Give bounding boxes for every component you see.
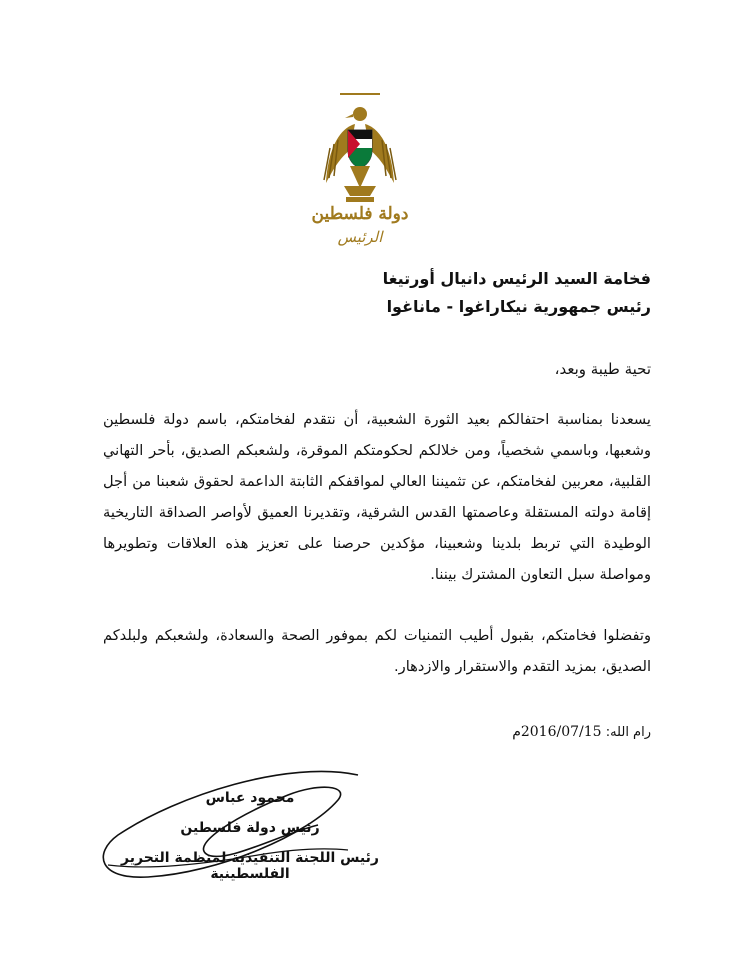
signatory-title-2: رئيس اللجنة التنفيذية لمنظمة التحرير الفلسطينية: [121, 850, 379, 882]
signatory-name: محمود عباس: [205, 790, 295, 806]
dateline-date: 2016/07/15م: [512, 724, 602, 740]
letterhead-country-name: دولة فلسطين: [311, 204, 409, 224]
letterhead-office-name: الرئيس: [337, 228, 383, 246]
greeting: تحية طيبة وبعد،: [554, 360, 651, 378]
body-paragraph-1: يسعدنا بمناسبة احتفالكم بعيد الثورة الشعبية، أن نتقدم لفخامتكم، باسم دولة فلسطين وشعبها، وباسمي شخصياً، ومن خلالكم لحكومتكم الموقرة، ولشعبكم الصديق، بأحر التهاني القلبية، معربين لفخامتكم، عن تثميننا العالي لمواقفكم الثابتة الداعمة لحقوق شعبنا من أجل إقامة دولته المستقلة وعاصمتها القدس الشرقية، وتقديرنا العميق لأواصر الصداقة التاريخية الوطيدة التي تربط بلدينا وشعبينا، مؤكدين حرصنا على تعزيز هذه العلاقات وتطويرها ومواصلة سبل التعاون المشترك بيننا.: [103, 411, 651, 583]
addressee-name: فخامة السيد الرئيس دانيال أورتيغا: [382, 269, 651, 288]
body-paragraph-2: وتفضلوا فخامتكم، بقبول أطيب التمنيات لكم بموفور الصحة والسعادة، ولشعبكم ولبلدكم الصديق، بمزيد التقدم والاستقرار والازدهار.: [103, 627, 651, 675]
dateline-place: رام الله:: [605, 725, 651, 740]
dateline: [512, 724, 651, 740]
signatory-title-1: رئيس دولة فلسطين: [180, 820, 320, 836]
addressee-title: رئيس جمهورية نيكاراغوا - ماناغوا: [386, 297, 651, 316]
